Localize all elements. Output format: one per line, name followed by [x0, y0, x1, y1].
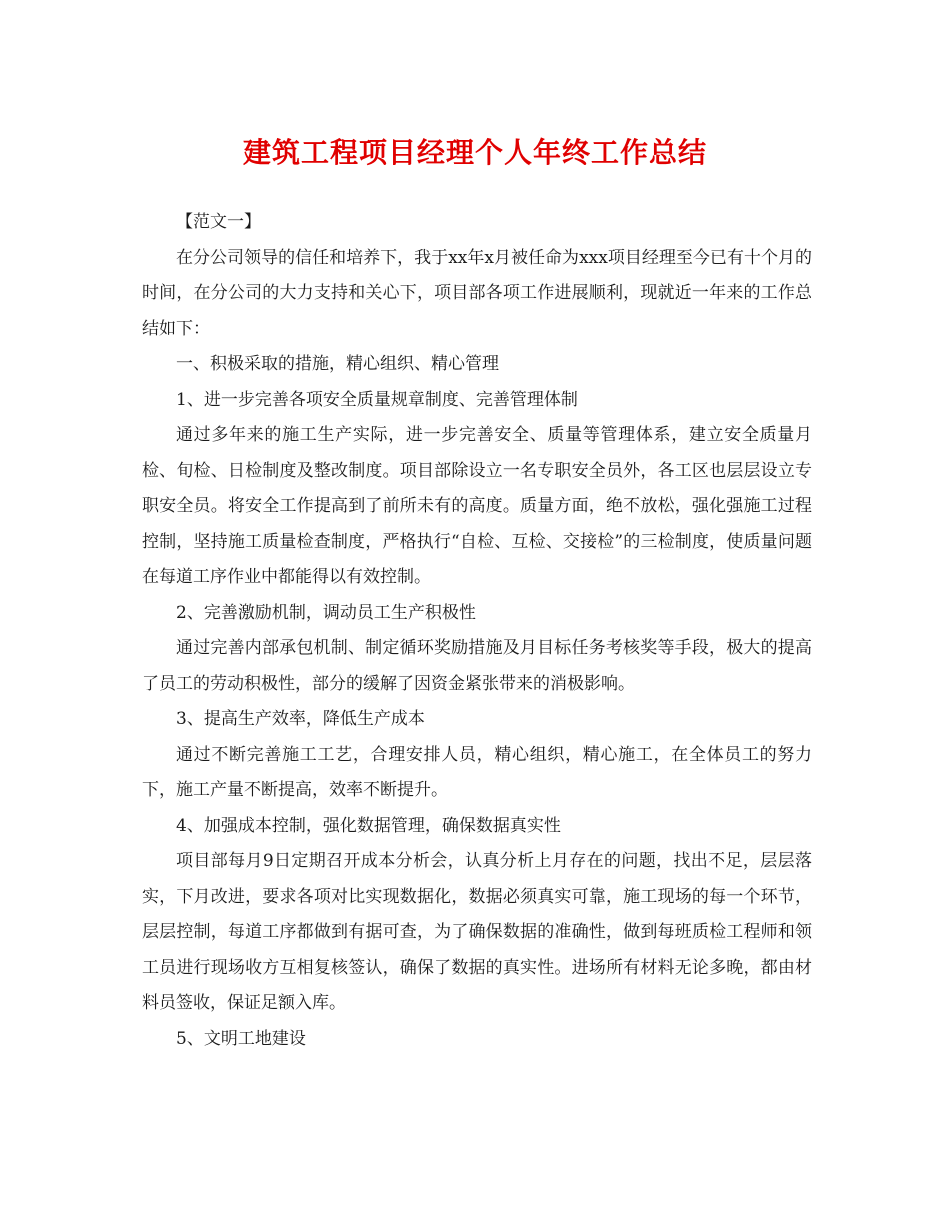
- paragraph-incentive: 通过完善内部承包机制、制定循环奖励措施及月目标任务考核奖等手段，极大的提高了员工的劳动积极性，部分的缓解了因资金紧张带来的消极影响。: [142, 638, 812, 694]
- subheading-4: 4、加强成本控制，强化数据管理，确保数据真实性: [176, 815, 561, 836]
- page-title: 建筑工程项目经理个人年终工作总结: [242, 136, 707, 169]
- document-body: [142, 205, 812, 1057]
- sample-label: 【范文一】: [176, 212, 261, 232]
- subheading-3: 3、提高生产效率，降低生产成本: [176, 709, 425, 729]
- paragraph-efficiency: 通过不断完善施工工艺，合理安排人员，精心组织，精心施工，在全体员工的努力下，施工产量不断提高，效率不断提升。: [142, 744, 812, 800]
- subheading-1: 1、进一步完善各项安全质量规章制度、完善管理体制: [176, 389, 578, 410]
- intro-paragraph: 在分公司领导的信任和培养下，我于xx年x月被任命为xxx项目经理至今已有十个月的时间，在分公司的大力支持和关心下，项目部各项工作进展顺利，现就近一年来的工作总结如下：: [142, 247, 812, 339]
- paragraph-cost-control: 项目部每月9日定期召开成本分析会，认真分析上月存在的问题，找出不足，层层落实，下月改进，要求各项对比实现数据化，数据必须真实可靠，施工现场的每一个环节，层层控制，每道工序都做到有据可查，为了确保数据的准确性，做到每班质检工程师和领工员进行现场收方互相复核签认，确保了数据的真实性。进场所有材料无论多晚，都由材料员签收，保证足额入库。: [142, 851, 812, 1013]
- section-heading-1: 一、积极采取的措施，精心组织、精心管理: [176, 354, 499, 374]
- subheading-2: 2、完善激励机制，调动员工生产积极性: [176, 602, 476, 623]
- paragraph-safety-quality: 通过多年来的施工生产实际，进一步完善安全、质量等管理体系，建立安全质量月检、旬检、日检制度及整改制度。项目部除设立一名专职安全员外，各工区也层层设立专职安全员。将安全工作提高到了前所未有的高度。质量方面，绝不放松，强化强施工过程控制，坚持施工质量检查制度，严格执行“自检、互检、交接检”的三检制度，使质量问题在每道工序作业中都能得以有效控制。: [142, 425, 812, 587]
- subheading-5: 5、文明工地建设: [176, 1028, 306, 1049]
